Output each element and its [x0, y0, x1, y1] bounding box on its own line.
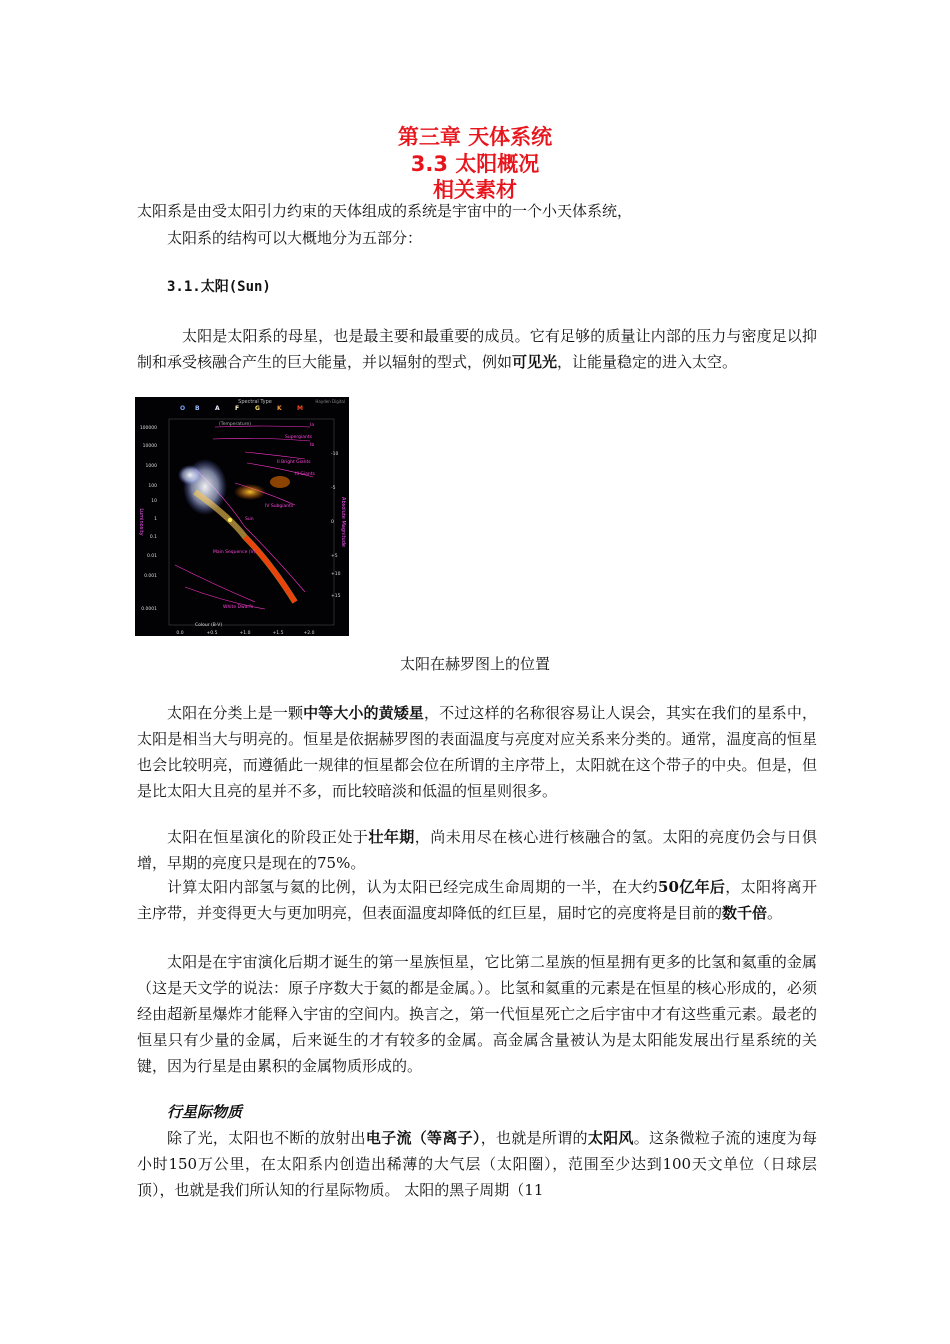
p2-text-c: ，不过这样的名称很容易让人误会，其实在我们的星系中，太阳是相当大与明亮的。恒星是依据赫罗图的表面温度与亮度对应关系来分类的。通常，温度高的恒星也会比较明亮，而遵循此一规律的恒星都会位在所谓的主序带上，太阳就在这个带子的中央。但是，但是比太阳大且亮的星并不多，而比较暗淡和低温的恒星则很多。: [137, 704, 817, 800]
intro-line-2: 太阳系的结构可以大概地分为五部分：: [167, 229, 423, 247]
y-tick: 100000: [139, 426, 157, 431]
right-tick: 0: [331, 520, 334, 525]
spectral-type: G: [255, 405, 260, 412]
section-heading-text: 3.1.太阳(Sun): [167, 279, 271, 295]
region-label: IV Subgiants: [265, 504, 294, 509]
hr-diagram-svg: [135, 397, 349, 636]
p1-text-a: 太阳是太阳系的母星，也是最主要和最重要的成员。它有足够的质量让内部的压力与密度足以抑制和承受核融合产生的巨大能量，并以辐射的型式，例如: [137, 327, 817, 371]
paragraph-2: [137, 700, 817, 804]
p2-text-a: 太阳在分类上是一颗: [167, 704, 304, 722]
y-axis-label: Luminosity: [138, 508, 144, 536]
section-heading-sun: [167, 276, 271, 296]
region-label: Ia: [310, 423, 315, 428]
p3-bold-prime: 壮年期: [368, 828, 415, 846]
right-tick: +15: [331, 594, 341, 599]
p3-text-c: ，尚未用尽在核心进行核融合的氢。太阳的亮度仍会与日俱增，早期的亮度只是现在的75%。: [137, 828, 817, 872]
y-tick: 0.0001: [141, 607, 157, 612]
right-axis-label: Absolute Magnitude: [340, 497, 346, 547]
paragraph-1: [137, 323, 817, 375]
spectral-type: K: [277, 405, 282, 412]
region-label: III Giants: [295, 472, 315, 477]
y-tick: 1000: [145, 464, 157, 469]
hr-diagram-image: [135, 397, 349, 636]
paragraph-5: 太阳是在宇宙演化后期才诞生的第一星族恒星，它比第二星族的恒星拥有更多的比氢和氦重的金属（这是天文学的说法：原子序数大于氦的都是金属。）。比氢和氦重的元素是在恒星的核心形成的，必须经由超新星爆炸才能释入宇宙的空间内。换言之，第一代恒星死亡之后宇宙中才有这些重元素。最老的恒星只有少量的金属，后来诞生的才有较多的金属。高金属含量被认为是太阳能发展出行星系统的关键，因为行星是由累积的金属物质形成的。: [137, 953, 817, 1075]
right-tick: +10: [331, 572, 341, 577]
region-label: Supergiants: [285, 435, 312, 440]
right-tick: -5: [331, 486, 336, 491]
subtitle: 相关素材: [433, 178, 517, 202]
p6-text-c: ，也就是所谓的: [480, 1129, 588, 1147]
p4-text-a: 计算太阳内部氢与氦的比例，认为太阳已经完成生命周期的一半，在大约: [167, 878, 659, 896]
temperature-label: (Temperature): [218, 422, 252, 427]
y-tick: 0.1: [149, 535, 157, 540]
paragraph-6: [137, 1125, 817, 1203]
p6-bold-solar-wind: 太阳风: [587, 1129, 634, 1147]
spectral-type: O: [180, 405, 186, 412]
y-tick: 1: [154, 517, 157, 522]
p4-text-c: ，太阳将离开主序带，并变得更大与更加明亮，但表面温度却降低的红巨星，届时它的亮度将是目前的: [137, 878, 817, 922]
x-tick: +1.5: [272, 631, 284, 636]
spectral-type: A: [215, 405, 220, 412]
spectral-type: B: [195, 405, 200, 412]
p4-text-e: 。: [767, 904, 783, 922]
p1-bold-visible-light: 可见光: [512, 353, 558, 371]
p6-text-e: 。这条微粒子流的速度为每小时150万公里，在太阳系内创造出稀薄的大气层（太阳圈），范围至少达到100天文单位（日球层顶），也就是我们所认知的行星际物质。 太阳的黑子周期（11: [137, 1129, 817, 1199]
x-tick: +2.0: [303, 631, 315, 636]
region-label: Ib: [310, 443, 315, 448]
region-label: Main Sequence (V): [213, 550, 256, 555]
spectral-type: F: [235, 405, 240, 412]
x-tick: 0.0: [176, 631, 184, 636]
p6-bold-electron-stream: 电子流（等离子）: [365, 1129, 481, 1147]
p4-bold-5-billion: 50亿年后: [658, 878, 726, 896]
y-tick: 100: [148, 484, 157, 489]
y-tick: 10000: [142, 444, 157, 449]
p3-text-a: 太阳在恒星演化的阶段正处于: [167, 828, 369, 846]
y-tick: 10: [151, 499, 157, 504]
x-axis-label: Colour (B-V): [195, 623, 223, 628]
corner-credit: Hayden Digital: [315, 399, 345, 404]
chapter-title: 第三章 天体系统: [397, 125, 553, 149]
paragraph-4: [137, 874, 817, 926]
x-tick: +0.5: [206, 631, 218, 636]
section-title: 3.3 太阳概况: [410, 152, 540, 176]
x-tick: +1.0: [239, 631, 251, 636]
p2-bold-yellow-dwarf: 中等大小的黄矮星: [303, 704, 425, 722]
region-label: II Bright Giants: [277, 460, 311, 465]
p6-text-a: 除了光，太阳也不断的放射出: [167, 1129, 366, 1147]
p1-text-c: ，让能量稳定的进入太空。: [557, 353, 738, 371]
intro-line-1: 太阳系是由受太阳引力约束的天体组成的系统是宇宙中的一个小天体系统，: [137, 202, 633, 220]
spectral-type-label: Spectral Type: [238, 399, 272, 405]
region-label: Sun: [245, 517, 254, 522]
p4-bold-thousands: 数千倍: [722, 904, 768, 922]
right-tick: +5: [331, 554, 338, 559]
paragraph-3: [137, 824, 817, 876]
spectral-type: M: [297, 405, 303, 412]
right-tick: -10: [331, 452, 339, 457]
y-tick: 0.01: [146, 554, 157, 559]
y-tick: 0.001: [144, 574, 157, 579]
subheading-interplanetary: 行星际物质: [167, 1103, 243, 1121]
region-label: White Dwarfs: [223, 605, 254, 610]
figure-caption: 太阳在赫罗图上的位置: [399, 655, 550, 673]
